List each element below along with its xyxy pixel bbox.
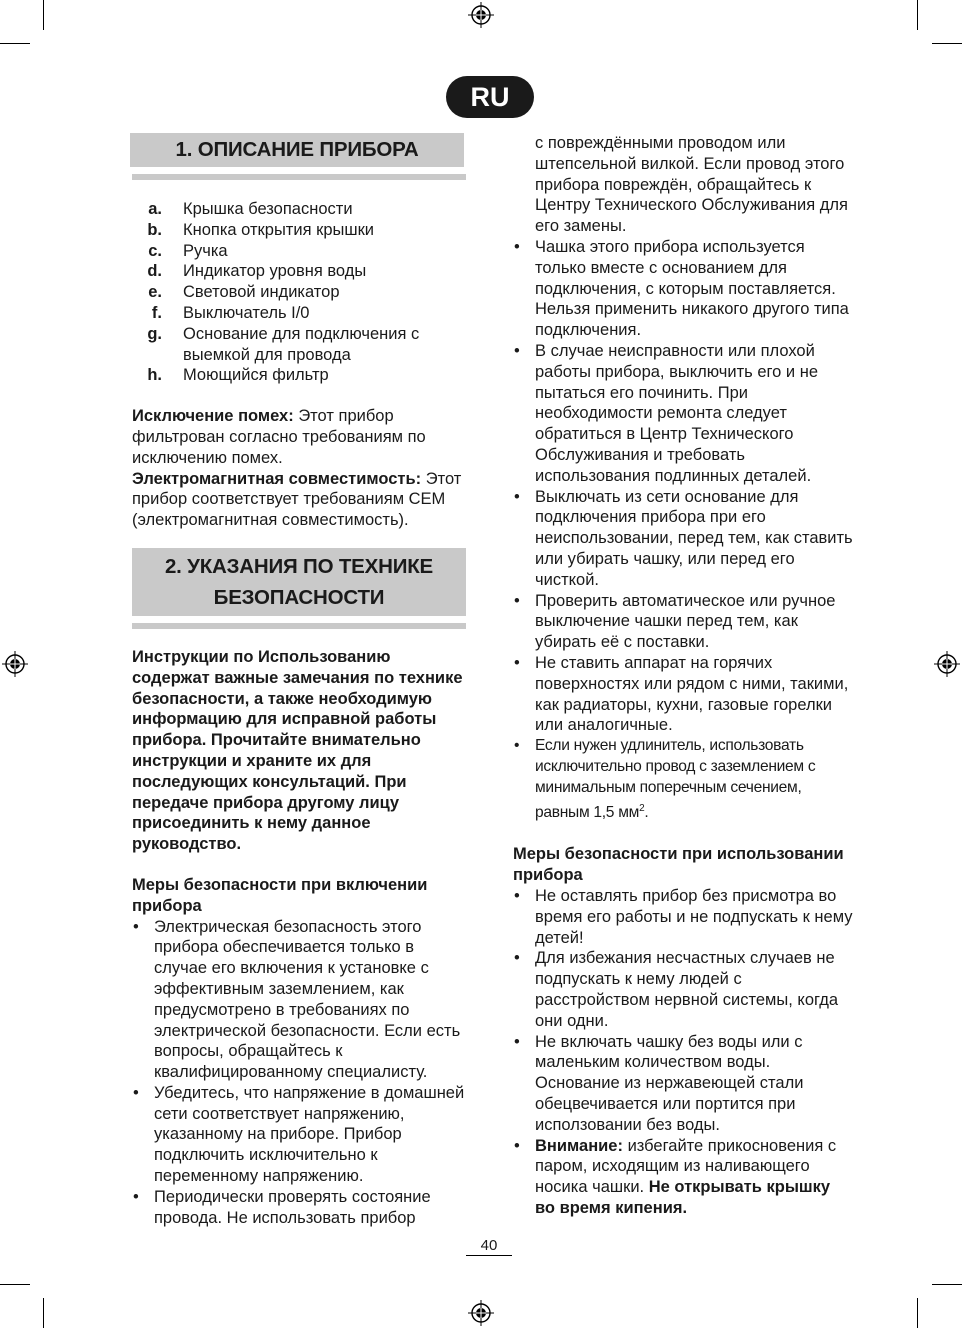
emc-paragraph: Электромагнитная совместимость: Этот прибор соответствует требованиям CEM (электромагнитная совместимость). — [132, 469, 462, 530]
registration-mark-icon — [468, 2, 494, 28]
registration-mark-icon — [2, 651, 28, 677]
registration-mark-icon — [468, 1300, 494, 1326]
list-item: f. Выключатель I/0 — [151, 303, 310, 322]
crop-mark — [932, 1284, 962, 1285]
list-item: • Чашка этого прибора используется только вместе с основанием для подключения, с которым поставляется. Нельзя применить никакого другого типа подключения. — [513, 237, 853, 341]
page-number: 40 — [466, 1237, 512, 1256]
interference-paragraph: Исключение помех: Этот прибор фильтрован согласно требованиям по исключению помех. — [132, 407, 426, 467]
list-item-continued: с повреждёнными проводом или штепсельной вилкой. Если провод этого прибора повреждён, обращайтесь к Центру Технического Обслуживания для его замены. — [535, 134, 848, 236]
list-item: • Для избежания несчастных случаев не подпускать к нему людей с расстройством нервной системы, когда они одни. — [513, 948, 853, 1031]
list-item: • В случае неисправности или плохой работы прибора, выключить его и не пытаться его починить. При необходимости ремонта следует обратиться в Центр Технического Обслуживания и требовать использования подлинных деталей. — [513, 341, 853, 487]
crop-mark — [917, 1298, 918, 1328]
list-item: • Выключать из сети основание для подключения прибора при его неиспользовании, перед тем, как ставить или убирать чашку, или перед его чисткой. — [513, 487, 853, 591]
usage-heading: Меры безопасности при использовании прибора — [513, 845, 844, 885]
section-1-title: 1. ОПИСАНИЕ ПРИБОРА — [130, 133, 464, 167]
section-2-title: 2. УКАЗАНИЯ ПО ТЕХНИКЕ БЕЗОПАСНОСТИ — [132, 548, 466, 616]
list-item: • Периодически проверять состояние провода. Не использовать прибор — [132, 1187, 466, 1229]
left-column — [132, 133, 466, 1228]
parts-list — [132, 199, 466, 386]
list-item: • Электрическая безопасность этого прибора обеспечивается только в случае его включения к установке с эффективным заземлением, как предусмотрено в требованиях по электрической безопасности. Если есть вопросы, обращайтесь к квалифицированному специалисту. — [132, 917, 466, 1083]
crop-mark — [43, 0, 44, 30]
intro-paragraph: Инструкции по Использованию содержат важные замечания по технике безопасности, а также необходимую информацию для исправной работы прибора. Прочитайте внимательно инструкции и храните их для последующих консультаций. При передаче прибора другому лицу присоединить к нему данное руководство. — [132, 647, 463, 854]
list-item: c. Ручка — [148, 241, 228, 260]
language-badge: RU — [446, 76, 534, 118]
list-item: • Не ставить аппарат на горячих поверхностях или рядом с ними, такими, как радиаторы, кухни, газовые горелки или аналогичные. — [513, 653, 853, 736]
list-item: b. Кнопка открытия крышки — [147, 220, 375, 239]
crop-mark — [0, 1284, 30, 1285]
list-item: d. Индикатор уровня воды — [147, 262, 367, 281]
list-item: g. Основание для подключения с выемкой для провода — [147, 324, 420, 364]
usage-list — [513, 886, 853, 1219]
switch-on-heading: Меры безопасности при включении прибора — [132, 875, 428, 915]
section-divider — [132, 174, 466, 180]
crop-mark — [43, 1298, 44, 1328]
right-column — [513, 133, 853, 1219]
list-item: • Проверить автоматическое или ручное выключение чашки перед тем, как убирать её с поставки. — [513, 591, 853, 653]
list-item: a. Крышка безопасности — [148, 200, 353, 218]
switch-on-list — [132, 917, 466, 1229]
list-item: h. Моющийся фильтр — [147, 366, 329, 385]
crop-mark — [0, 43, 30, 44]
list-item: • Не оставлять прибор без присмотра во время его работы и не подпускать к нему детей! — [513, 886, 853, 948]
list-item: • Убедитесь, что напряжение в домашней сети соответствует напряжению, указанному на приборе. Прибор подключить исключительно к переменному напряжению. — [132, 1083, 466, 1187]
section-divider — [132, 623, 466, 629]
registration-mark-icon — [934, 651, 960, 677]
safety-list-continued — [513, 133, 853, 823]
list-item: e. Световой индикатор — [148, 283, 340, 302]
list-item: • Если нужен удлинитель, использовать исключительно провод с заземлением с минимальным поперечным сечением, равным 1,5 $мм^2$. — [513, 736, 853, 823]
list-item: • Внимание: избегайте прикосновения с паром, исходящим из наливающего носика чашки. Не открывать крышку во время кипения. — [513, 1136, 853, 1219]
crop-mark — [932, 43, 962, 44]
crop-mark — [917, 0, 918, 30]
list-item: • Не включать чашку без воды или с маленьким количеством воды. Основание из нержавеющей стали обецвечивается или портится при исползовании без воды. — [513, 1032, 853, 1136]
